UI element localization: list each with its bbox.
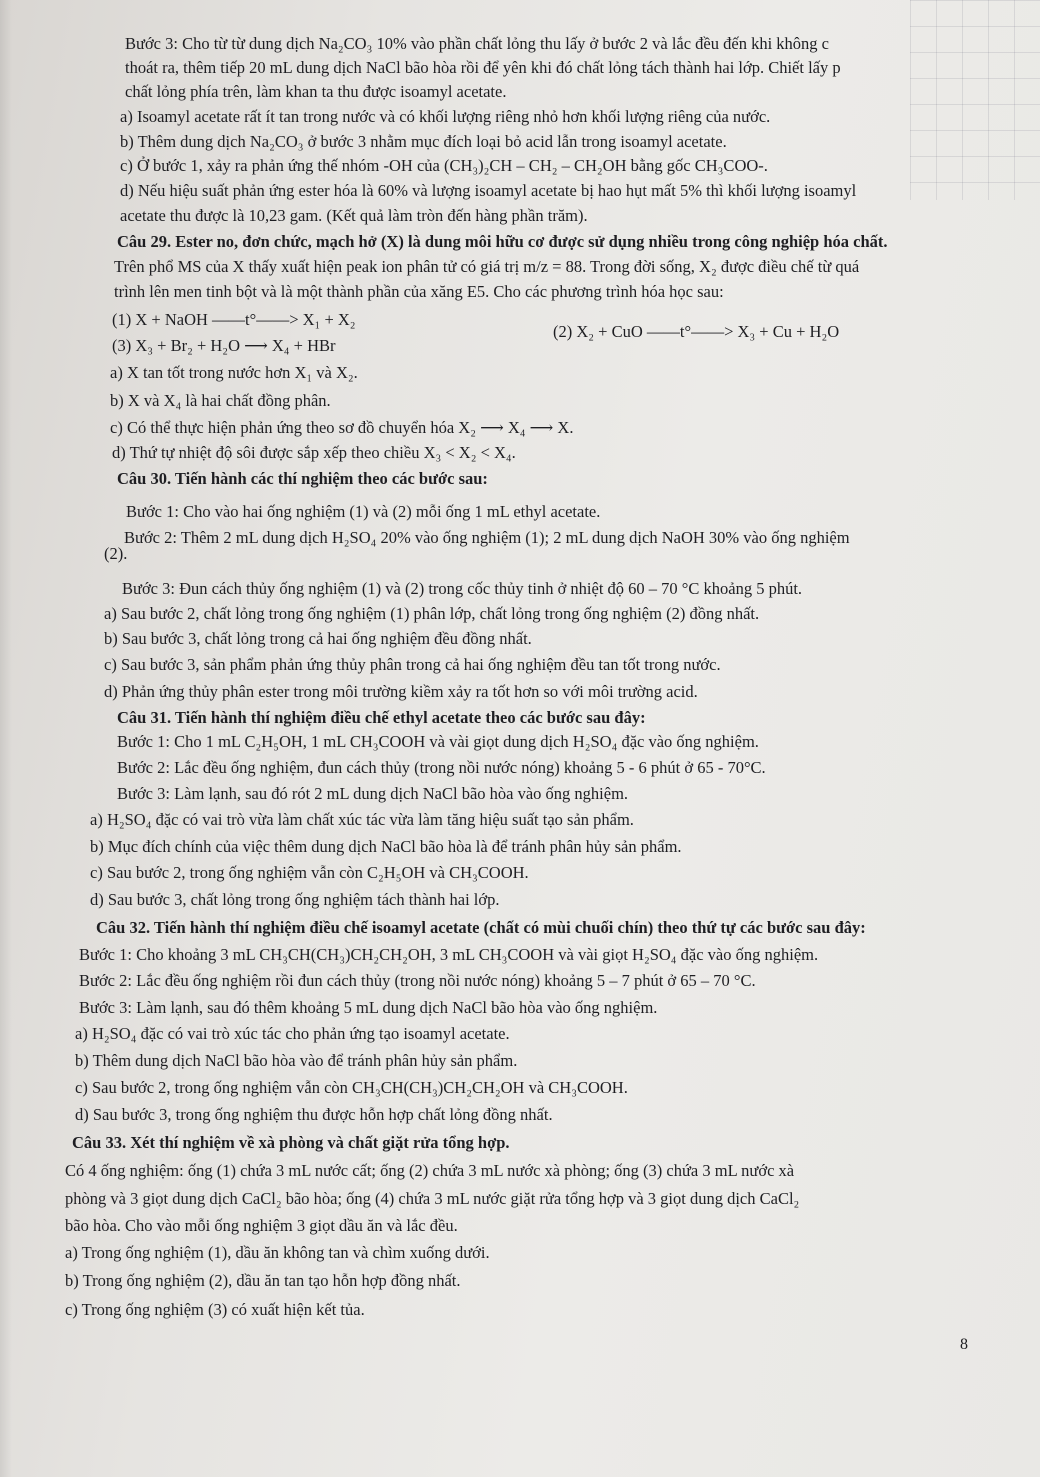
page-edge-shadow: [0, 0, 12, 1477]
text-line: c) Sau bước 3, sản phẩm phản ứng thủy phân trong cả hai ống nghiệm đều tan tốt trong nước.: [104, 655, 721, 674]
text-line: b) Sau bước 3, chất lỏng trong cả hai ống nghiệm đều đồng nhất.: [104, 629, 532, 648]
text-line: bão hòa. Cho vào mỗi ống nghiệm 3 giọt dầu ăn và lắc đều.: [65, 1216, 458, 1235]
text-line: Có 4 ống nghiệm: ống (1) chứa 3 mL nước cất; ống (2) chứa 3 mL nước xà phòng; ống (3) chứa 3 mL nước xà: [65, 1161, 795, 1180]
text-line: c) Ở bước 1, xảy ra phản ứng thế nhóm -OH của (CH₃)₂CH – CH₂ – CH₂OH bằng gốc CH₃COO-.: [120, 156, 768, 175]
text-line: Bước 2: Lắc đều ống nghiệm rồi đun cách thủy (trong nồi nước nóng) khoảng 5 – 7 phút ở 65 – 70 °C.: [79, 971, 756, 990]
text-line: a) H₂SO₄ đặc có vai trò xúc tác cho phản ứng tạo isoamyl acetate.: [75, 1024, 510, 1043]
text-line: a) Isoamyl acetate rất ít tan trong nước và có khối lượng riêng nhỏ hơn khối lượng riêng của nước.: [120, 107, 771, 126]
text-line: Bước 3: Làm lạnh, sau đó thêm khoảng 5 mL dung dịch NaCl bão hòa vào ống nghiệm.: [79, 998, 658, 1017]
text-line: (2) X₂ + CuO ——t°——> X₃ + Cu + H₂O: [553, 322, 840, 341]
page-number: 8: [960, 1336, 968, 1353]
text-line: b) Trong ống nghiệm (2), dầu ăn tan tạo hỗn hợp đồng nhất.: [65, 1271, 461, 1290]
text-line: b) X và X₄ là hai chất đồng phân.: [110, 391, 331, 410]
text-line: c) Sau bước 2, trong ống nghiệm vẫn còn C₂H₅OH và CH₃COOH.: [90, 863, 529, 882]
text-line: phòng và 3 giọt dung dịch CaCl₂ bão hòa; ống (4) chứa 3 mL nước giặt rửa tổng hợp và 3 giọt dung dịch CaCl₂: [65, 1189, 800, 1208]
text-line: acetate thu được là 10,23 gam. (Kết quả làm tròn đến hàng phần trăm).: [120, 206, 588, 225]
text-line: chất lỏng phía trên, làm khan ta thu được isoamyl acetate.: [125, 82, 507, 101]
text-line: trình lên men tinh bột và là một thành phần của xăng E5. Cho các phương trình hóa học sau:: [114, 282, 724, 301]
text-line: Bước 1: Cho 1 mL C₂H₅OH, 1 mL CH₃COOH và vài giọt dung dịch H₂SO₄ đặc vào ống nghiệm.: [117, 732, 759, 751]
text-line: b) Mục đích chính của việc thêm dung dịch NaCl bão hòa là để tránh phân hủy sản phẩm.: [90, 837, 682, 856]
text-line: Bước 3: Làm lạnh, sau đó rót 2 mL dung dịch NaCl bão hòa vào ống nghiệm.: [117, 784, 629, 803]
text-line: Câu 29. Ester no, đơn chức, mạch hở (X) là dung môi hữu cơ được sử dụng nhiều trong công nghiệp hóa chất.: [117, 232, 888, 251]
text-line: d) Sau bước 3, trong ống nghiệm thu được hỗn hợp chất lỏng đồng nhất.: [75, 1105, 553, 1124]
text-line: Câu 32. Tiến hành thí nghiệm điều chế isoamyl acetate (chất có mùi chuối chín) theo thứ tự các bước sau đây:: [96, 918, 866, 937]
text-line: (3) X₃ + Br₂ + H₂O ⟶ X₄ + HBr: [112, 336, 336, 355]
text-line: Bước 1: Cho vào hai ống nghiệm (1) và (2) mỗi ống 1 mL ethyl acetate.: [126, 502, 601, 521]
text-line: d) Thứ tự nhiệt độ sôi được sắp xếp theo chiều X₃ < X₂ < X₄.: [112, 443, 516, 462]
text-line: Bước 3: Đun cách thủy ống nghiệm (1) và (2) trong cốc thủy tinh ở nhiệt độ 60 – 70 °C khoảng 5 phút.: [122, 579, 803, 598]
text-line: c) Trong ống nghiệm (3) có xuất hiện kết tủa.: [65, 1300, 365, 1319]
text-line: a) Sau bước 2, chất lỏng trong ống nghiệm (1) phân lớp, chất lỏng trong ống nghiệm (2) đồng nhất.: [104, 604, 760, 623]
text-line: Câu 30. Tiến hành các thí nghiệm theo các bước sau:: [117, 469, 488, 488]
text-line: b) Thêm dung dịch NaCl bão hòa vào để tránh phân hủy sản phẩm.: [75, 1051, 518, 1070]
text-line: c) Sau bước 2, trong ống nghiệm vẫn còn CH₃CH(CH₃)CH₂CH₂OH và CH₃COOH.: [75, 1078, 628, 1097]
text-line: d) Nếu hiệu suất phản ứng ester hóa là 60% và lượng isoamyl acetate bị hao hụt mất 5% thì khối lượng isoamyl: [120, 181, 857, 200]
text-line: Bước 2: Thêm 2 mL dung dịch H₂SO₄ 20% vào ống nghiệm (1); 2 mL dung dịch NaOH 30% vào ống nghiệm: [124, 528, 850, 547]
text-line: a) X tan tốt trong nước hơn X₁ và X₂.: [110, 363, 358, 382]
text-line: Trên phổ MS của X thấy xuất hiện peak ion phân tử có giá trị m/z = 88. Trong đời sống, X₂ được điều chế từ quá: [114, 257, 860, 276]
text-line: (2).: [104, 544, 128, 563]
graph-paper-corner: [910, 0, 1040, 200]
text-line: Bước 3: Cho từ từ dung dịch Na₂CO₃ 10% vào phần chất lỏng thu lấy ở bước 2 và lắc đều đến khi không c: [125, 34, 829, 53]
text-line: Câu 31. Tiến hành thí nghiệm điều chế ethyl acetate theo các bước sau đây:: [117, 708, 646, 727]
text-line: a) Trong ống nghiệm (1), dầu ăn không tan và chìm xuống dưới.: [65, 1243, 490, 1262]
text-line: b) Thêm dung dịch Na₂CO₃ ở bước 3 nhằm mục đích loại bỏ acid lẫn trong isoamyl acetate.: [120, 132, 727, 151]
text-line: Bước 1: Cho khoảng 3 mL CH₃CH(CH₃)CH₂CH₂OH, 3 mL CH₃COOH và vài giọt H₂SO₄ đặc vào ống nghiệm.: [79, 945, 819, 964]
text-line: d) Phản ứng thủy phân ester trong môi trường kiềm xảy ra tốt hơn so với môi trường acid.: [104, 682, 698, 701]
text-line: (1) X + NaOH ——t°——> X₁ + X₂: [112, 310, 356, 329]
text-line: d) Sau bước 3, chất lỏng trong ống nghiệm tách thành hai lớp.: [90, 890, 500, 909]
text-line: Bước 2: Lắc đều ống nghiệm, đun cách thủy (trong nồi nước nóng) khoảng 5 - 6 phút ở 65 - 70°C.: [117, 758, 766, 777]
text-line: c) Có thể thực hiện phản ứng theo sơ đồ chuyển hóa X₂ ⟶ X₄ ⟶ X.: [110, 418, 574, 437]
text-line: Câu 33. Xét thí nghiệm về xà phòng và chất giặt rửa tổng hợp.: [72, 1133, 510, 1152]
text-line: thoát ra, thêm tiếp 20 mL dung dịch NaCl bão hòa rồi để yên khi đó chất lỏng tách thành hai lớp. Chiết lấy p: [125, 58, 841, 77]
text-line: a) H₂SO₄ đặc có vai trò vừa làm chất xúc tác vừa làm tăng hiệu suất tạo sản phẩm.: [90, 810, 634, 829]
